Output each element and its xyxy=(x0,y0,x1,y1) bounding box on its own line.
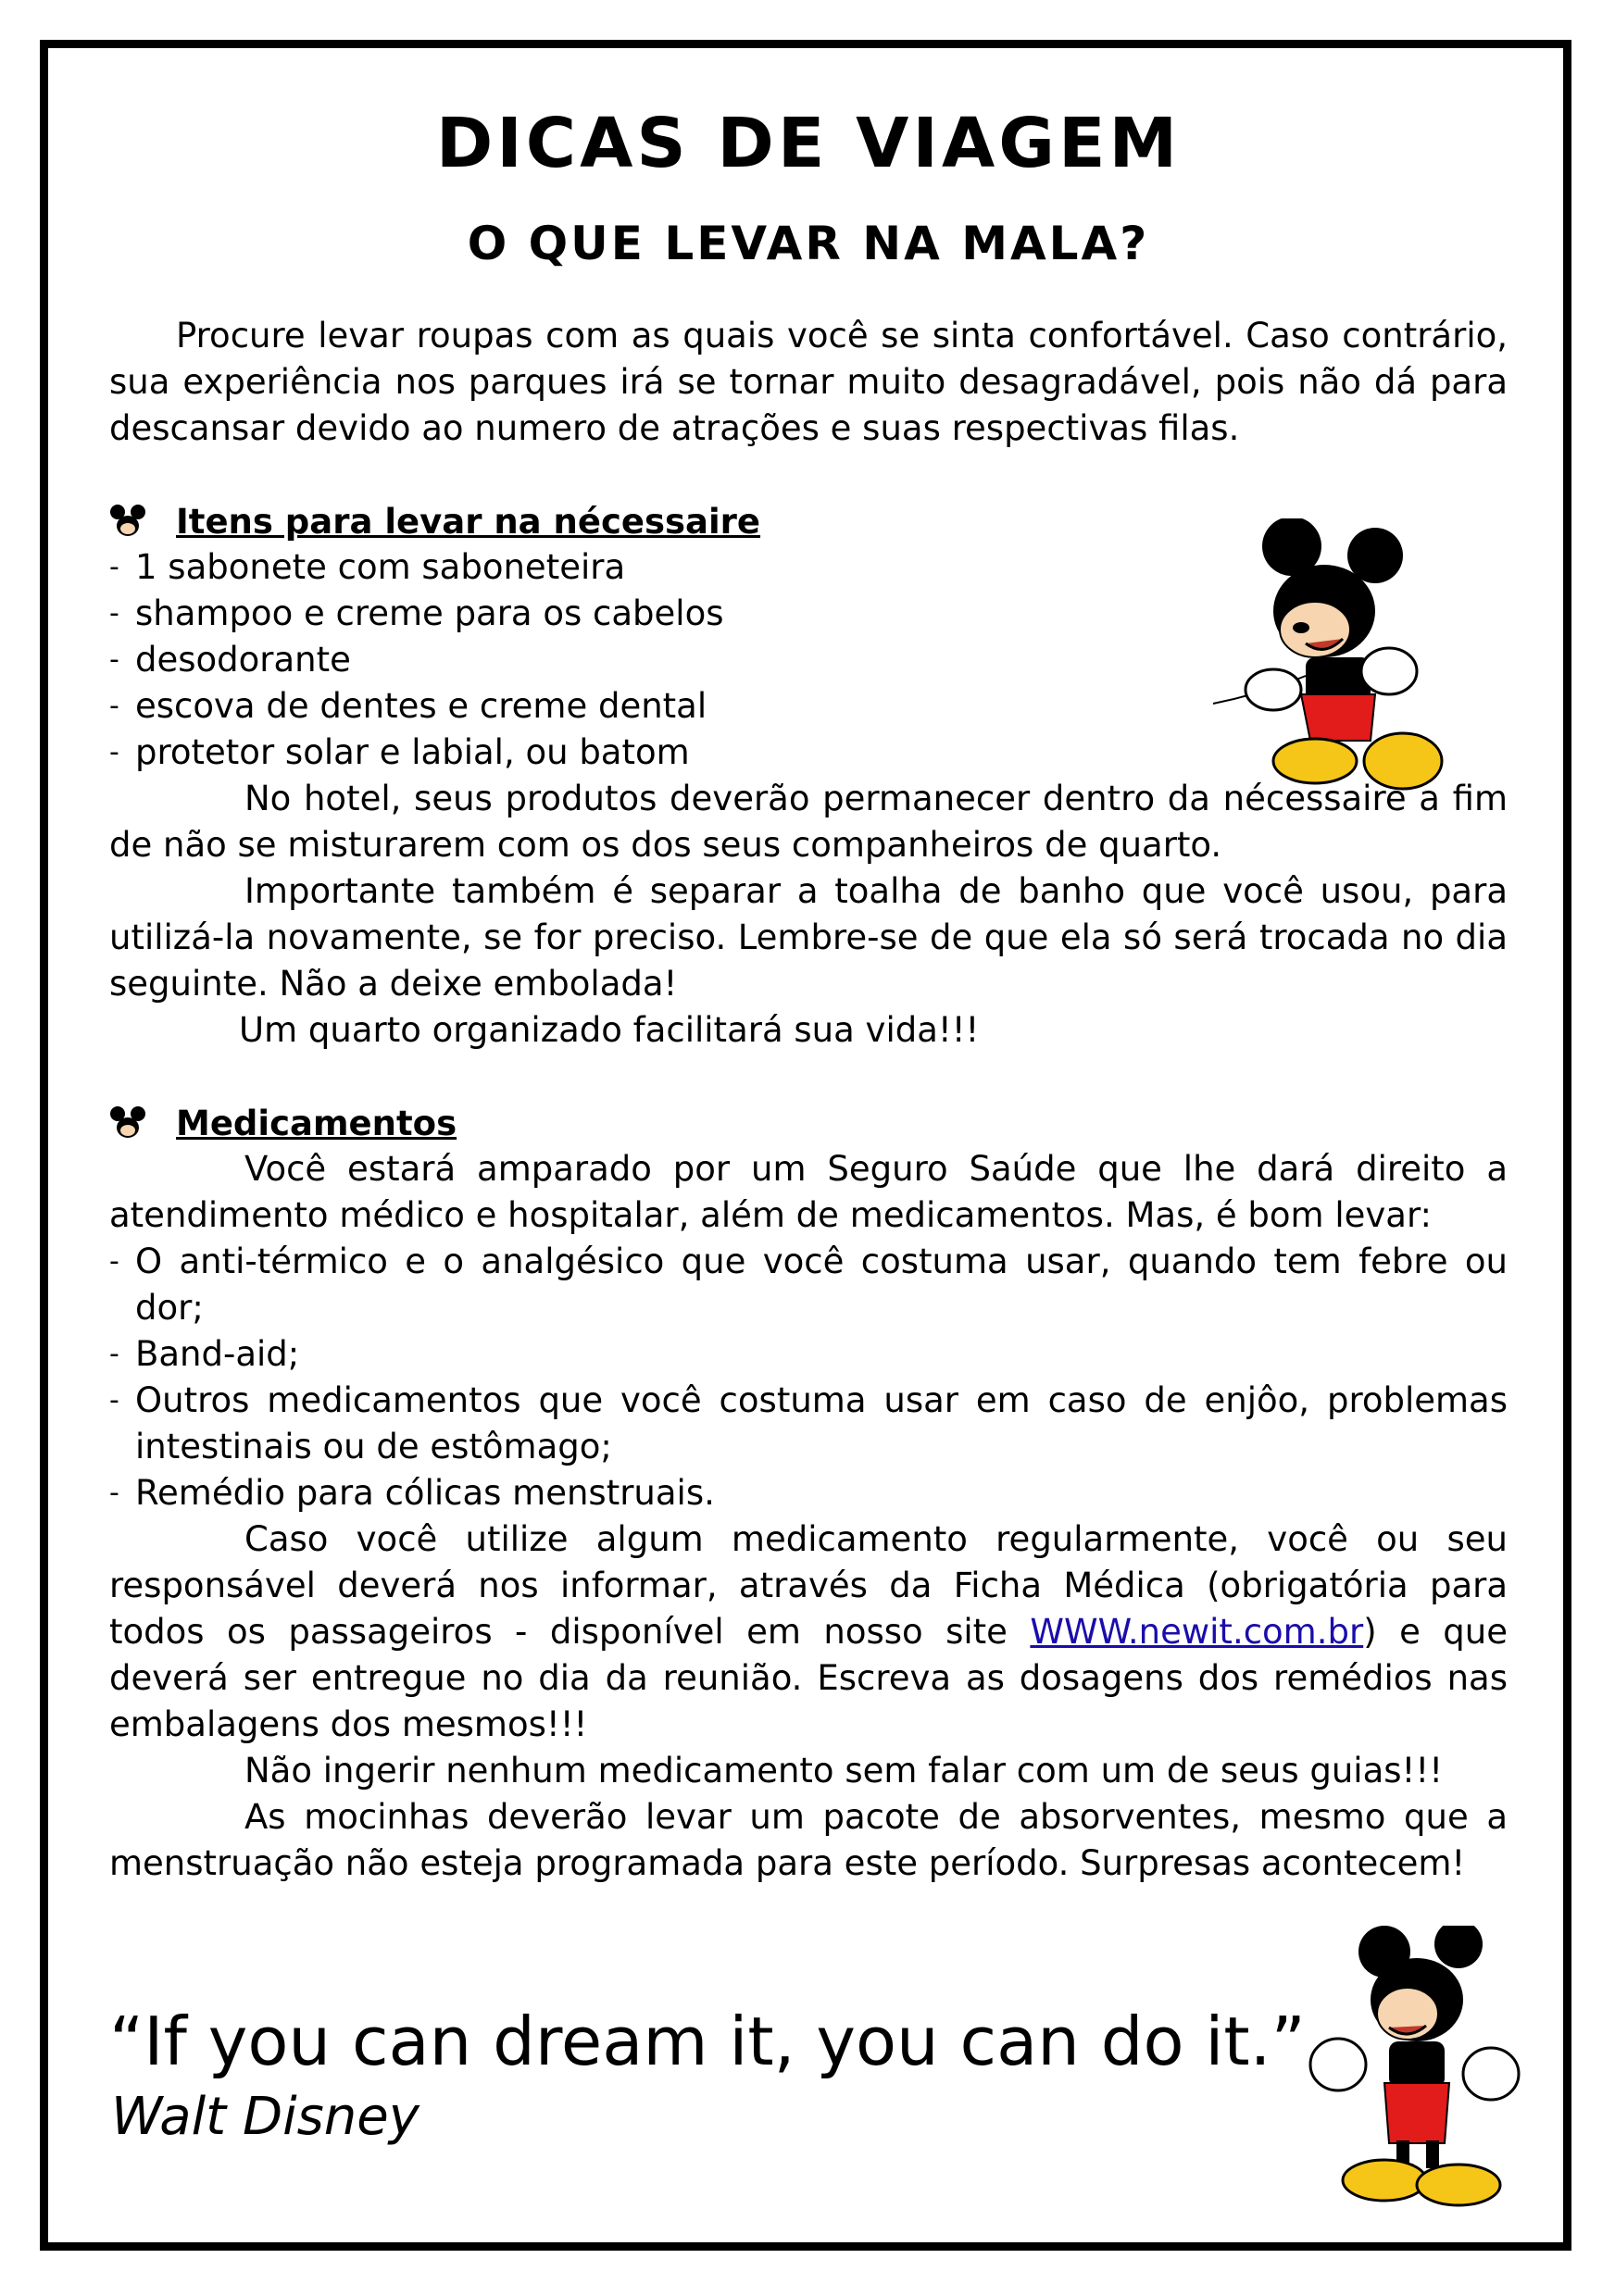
section-heading-label: Medicamentos xyxy=(176,1103,457,1143)
paragraph-ficha-medica: Caso você utilize algum medicamento regularmente, você ou seu responsável deverá nos informar, através da Ficha Médica (obrigatória para todos os passageiros - disponível em nosso site WWW.newit.com.br) e que deverá ser entregue no dia da reunião. Escreva as dosagens dos remédios nas embalagens dos mesmos!!! xyxy=(109,1519,1508,1744)
list-item: - shampoo e creme para os cabelos xyxy=(109,593,724,633)
paragraph: No hotel, seus produtos deverão permanecer dentro da nécessaire a fim de não se misturarem com os dos seus companheiros de quarto. xyxy=(109,779,1508,865)
list-item: - O anti-térmico e o analgésico que você costuma usar, quando tem febre ou dor; xyxy=(109,1242,1508,1328)
paragraph: Importante também é separar a toalha de banho que você usou, para utilizá-la novamente, se for preciso. Lembre-se de que ela só será trocada no dia seguinte. Não a deixe embolada! xyxy=(109,871,1508,1004)
list-item: - 1 sabonete com saboneteira xyxy=(109,547,626,587)
necessaire-list xyxy=(109,544,1508,776)
mickey-standing-illustration xyxy=(1296,1926,1528,2213)
paragraph: As mocinhas deverão levar um pacote de absorventes, mesmo que a menstruação não esteja programada para este período. Surpresas acontecem! xyxy=(109,1797,1508,1883)
document-content xyxy=(109,93,1508,1887)
paragraph: Não ingerir nenhum medicamento sem falar com um de seus guias!!! xyxy=(244,1751,1444,1791)
list-item: - escova de dentes e creme dental xyxy=(109,686,707,726)
section-heading-label: Itens para levar na nécessaire xyxy=(176,501,761,542)
mickey-head-icon xyxy=(109,1105,146,1141)
list-item: - Band-aid; xyxy=(109,1334,300,1374)
intro-paragraph: Procure levar roupas com as quais você se sinta confortável. Caso contrário, sua experiência nos parques irá se tornar muito desagradável, pois não dá para descansar devido ao numero de atrações e suas respectivas filas. xyxy=(109,316,1508,448)
list-item: - protetor solar e labial, ou batom xyxy=(109,732,690,772)
page-title: DICAS DE VIAGEM xyxy=(435,104,1182,183)
list-item: - desodorante xyxy=(109,640,351,680)
list-item: - Remédio para cólicas menstruais. xyxy=(109,1473,715,1513)
paragraph: Um quarto organizado facilitará sua vida!!! xyxy=(239,1010,980,1050)
section-heading-medicamentos xyxy=(109,1100,1508,1146)
medicamentos-list xyxy=(109,1239,1508,1516)
list-item: - Outros medicamentos que você costuma usar em caso de enjôo, problemas intestinais ou de estômago; xyxy=(109,1380,1508,1466)
quote-author: Walt Disney xyxy=(111,2087,419,2147)
paragraph: Você estará amparado por um Seguro Saúde que lhe dará direito a atendimento médico e hospitalar, além de medicamentos. Mas, é bom levar: xyxy=(109,1149,1508,1235)
section-heading-necessaire xyxy=(109,498,1508,544)
mickey-head-icon xyxy=(109,504,146,539)
quote: “If you can dream it, you can do it.” xyxy=(109,2003,1306,2080)
page-subtitle: O QUE LEVAR NA MALA? xyxy=(467,217,1150,270)
website-link[interactable]: WWW.newit.com.br xyxy=(1030,1612,1364,1652)
